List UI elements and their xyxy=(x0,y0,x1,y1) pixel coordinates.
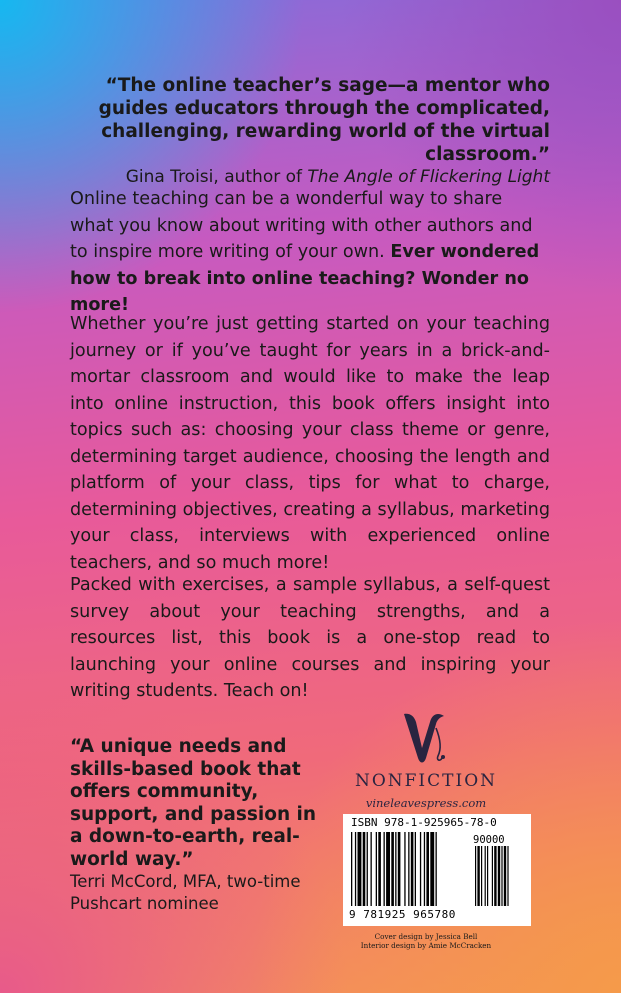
barcode-bar xyxy=(430,832,434,906)
barcode-bar xyxy=(358,832,362,906)
cover-design-credit: Cover design by Jessica Bell xyxy=(374,932,478,941)
barcode-bar xyxy=(415,832,416,906)
addon-bar xyxy=(498,846,500,906)
bottom-endorsement xyxy=(70,736,320,915)
barcode-bar xyxy=(424,832,425,906)
barcode-addon-number: 90000 xyxy=(473,834,505,846)
referenced-book-title: The Angle of Flickering Light xyxy=(307,167,550,187)
addon-bar xyxy=(485,846,486,906)
top-endorsement xyxy=(70,74,550,188)
addon-bar xyxy=(504,846,506,906)
isbn-barcode xyxy=(343,814,531,926)
barcode-bar xyxy=(404,832,405,906)
top-endorsement-quote: “The online teacher’s sage—a mentor who guides educators through the complicated, challenging, rewarding world of the virtual classroom.” xyxy=(98,75,550,165)
barcode-bar xyxy=(395,832,396,906)
blurb-paragraph-3: Packed with exercises, a sample syllabus, a self-quest survey about your teaching strengths, and a resources list, this book is a one-stop read to launching your online courses and inspiring your writing students. Teach on! xyxy=(70,575,550,701)
blurb-paragraph-1: Online teaching can be a wonderful way to share what you know about writing with other authors and to inspire more writing of your own. Ever wondered how to break into online teaching? Wonder no more! xyxy=(70,189,540,315)
addon-bar xyxy=(501,846,502,906)
barcode-bar xyxy=(355,832,356,906)
barcode-bar xyxy=(436,832,437,906)
barcode-bar xyxy=(398,832,401,906)
bottom-endorsement-quote: “A unique needs and skills-based book that offers community, support, and passion in a down-to-earth, real-world way.” xyxy=(70,736,317,870)
ean-digits: 9 781925 965780 xyxy=(349,908,456,921)
barcode-bar xyxy=(408,832,409,906)
imprint-category: NONFICTION xyxy=(354,771,498,791)
addon-bar xyxy=(481,846,482,906)
addon-bar xyxy=(494,846,496,906)
addon-bar xyxy=(492,846,493,906)
barcode-bars xyxy=(351,832,527,908)
barcode-bar xyxy=(386,832,390,906)
barcode-bar xyxy=(420,832,421,906)
isbn-label: ISBN 978-1-925965-78-0 xyxy=(351,816,497,829)
barcode-bar xyxy=(371,832,372,906)
addon-bar xyxy=(477,846,479,906)
barcode-bar xyxy=(426,832,429,906)
barcode-bar xyxy=(391,832,394,906)
interior-design-credit: Interior design by Amie McCracken xyxy=(360,941,492,950)
barcode-bar xyxy=(363,832,366,906)
addon-bar xyxy=(507,846,508,906)
barcode-bar xyxy=(376,832,377,906)
top-endorsement-attribution: Gina Troisi, author of The Angle of Flickering Light xyxy=(125,167,550,187)
blurb-highlight: Ever wondered how to break into online teaching? Wonder no more! xyxy=(70,242,540,315)
barcode-bar xyxy=(411,832,414,906)
barcode-bar xyxy=(351,832,352,906)
addon-bar xyxy=(475,846,476,906)
barcode-bar xyxy=(378,832,381,906)
design-credits xyxy=(340,932,512,950)
addon-bar xyxy=(487,846,488,906)
barcode-bar xyxy=(384,832,385,906)
blurb-paragraph-2: Whether you’re just getting started on your teaching journey or if you’ve taught for years in a brick-and-mortar classroom and would like to make the leap into online instruction, this book offers insight into topics such as: choosing your class theme or genre, determining target audience, choosing the length and platform of your class, tips for what to charge, determining objectives, creating a syllabus, marketing your class, interviews with experienced online teachers, and so much more! xyxy=(70,314,550,573)
bottom-endorsement-attribution: Terri McCord, MFA, two-time Pushcart nominee xyxy=(70,872,301,913)
barcode-bar xyxy=(367,832,368,906)
vine-leaves-logo-icon xyxy=(400,708,450,768)
publisher-url: vineleavespress.com xyxy=(365,796,487,810)
